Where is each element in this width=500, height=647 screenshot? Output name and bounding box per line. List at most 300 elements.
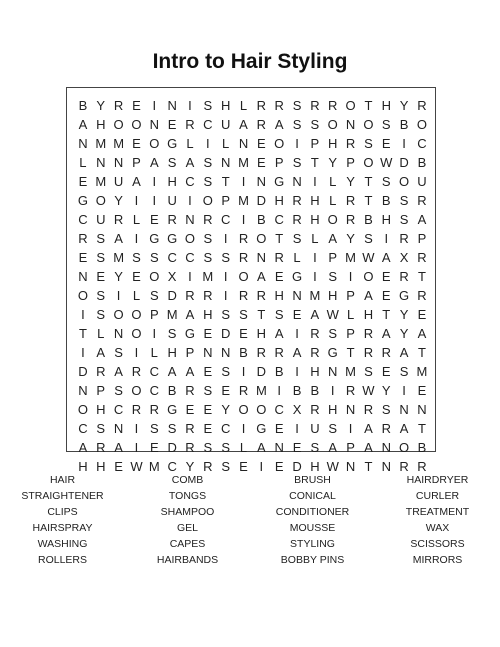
grid-letter[interactable]: E [203, 402, 213, 417]
grid-letter[interactable]: E [185, 402, 195, 417]
grid-letter[interactable]: O [416, 117, 428, 132]
grid-letter[interactable]: R [310, 402, 320, 417]
grid-letter[interactable]: A [364, 288, 373, 303]
grid-letter[interactable]: R [381, 345, 391, 360]
grid-letter[interactable]: S [328, 326, 338, 341]
grid-letter[interactable]: G [399, 288, 410, 303]
grid-letter[interactable]: T [310, 155, 319, 170]
grid-letter[interactable]: A [78, 117, 88, 132]
grid-letter[interactable]: P [96, 383, 106, 398]
grid-letter[interactable]: D [167, 288, 177, 303]
grid-letter[interactable]: I [402, 383, 406, 398]
grid-letter[interactable]: I [295, 421, 299, 436]
grid-letter[interactable]: N [78, 383, 88, 398]
grid-letter[interactable]: T [275, 231, 284, 246]
grid-letter[interactable]: G [149, 231, 160, 246]
grid-letter[interactable]: G [274, 174, 285, 189]
grid-letter[interactable]: M [113, 250, 125, 265]
grid-letter[interactable]: L [186, 136, 194, 151]
grid-letter[interactable]: I [241, 174, 246, 189]
grid-letter[interactable]: S [328, 269, 338, 284]
grid-letter[interactable]: R [345, 193, 356, 208]
grid-letter[interactable]: S [221, 250, 230, 265]
grid-letter[interactable]: N [113, 155, 124, 170]
grid-letter[interactable]: S [381, 174, 391, 189]
grid-letter[interactable]: T [221, 174, 230, 189]
grid-letter[interactable]: N [274, 440, 284, 455]
grid-letter[interactable]: D [167, 440, 177, 455]
grid-letter[interactable]: N [113, 326, 124, 341]
grid-letter[interactable]: D [256, 364, 267, 379]
grid-letter[interactable]: N [345, 402, 356, 417]
grid-letter[interactable]: B [417, 440, 427, 455]
grid-letter[interactable]: S [292, 98, 302, 113]
grid-letter[interactable]: S [203, 174, 213, 189]
grid-letter[interactable]: E [239, 459, 248, 474]
grid-letter[interactable]: H [203, 307, 213, 322]
grid-letter[interactable]: R [417, 193, 427, 208]
grid-letter[interactable]: S [203, 98, 213, 113]
grid-letter[interactable]: C [113, 402, 124, 417]
grid-letter[interactable]: S [96, 250, 106, 265]
grid-letter[interactable]: S [292, 231, 302, 246]
grid-letter[interactable]: G [291, 269, 303, 284]
grid-letter[interactable]: S [149, 288, 159, 303]
grid-letter[interactable]: A [257, 440, 266, 455]
grid-letter[interactable]: S [203, 231, 213, 246]
grid-letter[interactable]: A [167, 364, 177, 379]
grid-letter[interactable]: R [328, 98, 338, 113]
grid-letter[interactable]: A [328, 440, 338, 455]
grid-letter[interactable]: H [167, 174, 177, 189]
grid-letter[interactable]: S [221, 459, 230, 474]
grid-letter[interactable]: R [96, 440, 106, 455]
grid-letter[interactable]: H [256, 326, 267, 341]
grid-letter[interactable]: A [417, 212, 427, 227]
grid-letter[interactable]: I [188, 269, 192, 284]
grid-letter[interactable]: I [152, 326, 157, 341]
grid-letter[interactable]: A [257, 269, 266, 284]
grid-letter[interactable]: E [257, 136, 266, 151]
grid-letter[interactable]: S [96, 231, 106, 246]
grid-letter[interactable]: O [238, 269, 249, 284]
grid-letter[interactable]: A [399, 345, 409, 360]
grid-letter[interactable]: D [256, 193, 267, 208]
grid-letter[interactable]: X [292, 402, 302, 417]
grid-letter[interactable]: L [346, 307, 355, 322]
grid-letter[interactable]: H [310, 193, 320, 208]
grid-letter[interactable]: A [185, 155, 195, 170]
grid-letter[interactable]: E [274, 459, 284, 474]
grid-letter[interactable]: H [310, 212, 320, 227]
grid-letter[interactable]: S [167, 326, 177, 341]
grid-letter[interactable]: H [96, 402, 106, 417]
grid-letter[interactable]: B [364, 212, 373, 227]
grid-letter[interactable]: W [326, 307, 339, 322]
grid-letter[interactable]: I [152, 98, 157, 113]
grid-letter[interactable]: S [96, 421, 106, 436]
grid-letter[interactable]: I [152, 193, 157, 208]
grid-letter[interactable]: H [310, 364, 320, 379]
grid-letter[interactable]: E [203, 326, 213, 341]
grid-letter[interactable]: E [114, 459, 123, 474]
grid-letter[interactable]: R [363, 326, 374, 341]
grid-letter[interactable]: E [257, 155, 266, 170]
grid-letter[interactable]: N [113, 421, 124, 436]
grid-letter[interactable]: R [78, 231, 88, 246]
grid-letter[interactable]: S [96, 307, 106, 322]
grid-letter[interactable]: N [292, 288, 302, 303]
grid-letter[interactable]: M [148, 459, 160, 474]
grid-letter[interactable]: O [363, 269, 374, 284]
grid-letter[interactable]: U [167, 193, 177, 208]
grid-letter[interactable]: T [78, 326, 87, 341]
grid-letter[interactable]: B [167, 383, 177, 398]
grid-letter[interactable]: Y [96, 98, 106, 113]
grid-letter[interactable]: R [399, 459, 409, 474]
grid-letter[interactable]: S [114, 383, 123, 398]
grid-letter[interactable]: E [132, 136, 141, 151]
grid-letter[interactable]: D [292, 459, 302, 474]
grid-letter[interactable]: E [149, 440, 159, 455]
grid-letter[interactable]: S [239, 307, 248, 322]
grid-letter[interactable]: L [311, 231, 319, 246]
grid-letter[interactable]: Y [185, 459, 195, 474]
grid-letter[interactable]: U [310, 421, 320, 436]
grid-letter[interactable]: S [203, 383, 213, 398]
grid-letter[interactable]: R [256, 345, 267, 360]
grid-letter[interactable]: C [274, 402, 284, 417]
grid-letter[interactable]: R [113, 212, 124, 227]
grid-letter[interactable]: I [134, 440, 139, 455]
grid-letter[interactable]: S [364, 136, 373, 151]
grid-letter[interactable]: O [77, 402, 88, 417]
grid-letter[interactable]: M [95, 136, 107, 151]
grid-letter[interactable]: P [149, 307, 159, 322]
grid-letter[interactable]: Y [346, 174, 355, 189]
grid-letter[interactable]: A [364, 440, 373, 455]
grid-letter[interactable]: R [185, 383, 195, 398]
grid-letter[interactable]: S [381, 402, 391, 417]
grid-letter[interactable]: G [184, 326, 196, 341]
grid-letter[interactable]: N [345, 117, 356, 132]
grid-letter[interactable]: N [185, 212, 195, 227]
grid-letter[interactable]: S [167, 155, 177, 170]
grid-letter[interactable]: O [131, 326, 142, 341]
grid-letter[interactable]: G [77, 193, 88, 208]
grid-letter[interactable]: G [167, 136, 178, 151]
grid-letter[interactable]: I [295, 136, 299, 151]
grid-letter[interactable]: I [295, 364, 299, 379]
grid-letter[interactable]: N [96, 155, 106, 170]
grid-letter[interactable]: A [114, 231, 123, 246]
grid-letter[interactable]: Y [346, 231, 355, 246]
grid-letter[interactable]: O [113, 307, 124, 322]
grid-letter[interactable]: T [364, 174, 373, 189]
grid-letter[interactable]: S [221, 307, 230, 322]
grid-letter[interactable]: M [345, 364, 356, 379]
grid-letter[interactable]: P [346, 326, 355, 341]
grid-letter[interactable]: L [239, 440, 248, 455]
grid-letter[interactable]: W [380, 155, 393, 170]
grid-letter[interactable]: L [132, 288, 141, 303]
grid-letter[interactable]: Y [114, 269, 123, 284]
grid-letter[interactable]: U [417, 174, 427, 189]
grid-letter[interactable]: H [96, 117, 106, 132]
grid-letter[interactable]: B [239, 345, 248, 360]
grid-letter[interactable]: U [113, 174, 124, 189]
grid-letter[interactable]: O [363, 155, 374, 170]
grid-letter[interactable]: L [150, 345, 158, 360]
grid-letter[interactable]: R [345, 383, 356, 398]
grid-letter[interactable]: N [220, 345, 231, 360]
grid-letter[interactable]: M [255, 383, 267, 398]
grid-letter[interactable]: N [256, 174, 267, 189]
grid-letter[interactable]: Y [399, 307, 409, 322]
grid-letter[interactable]: U [96, 212, 106, 227]
grid-letter[interactable]: C [274, 212, 284, 227]
grid-letter[interactable]: I [134, 421, 139, 436]
grid-letter[interactable]: C [149, 364, 159, 379]
grid-letter[interactable]: O [131, 383, 142, 398]
grid-letter[interactable]: H [96, 459, 106, 474]
grid-letter[interactable]: I [295, 326, 299, 341]
grid-letter[interactable]: R [185, 288, 195, 303]
grid-letter[interactable]: L [329, 174, 337, 189]
grid-letter[interactable]: Y [399, 98, 409, 113]
grid-letter[interactable]: N [149, 117, 159, 132]
grid-letter[interactable]: N [220, 155, 231, 170]
grid-letter[interactable]: E [96, 269, 106, 284]
grid-letter[interactable]: A [274, 326, 284, 341]
grid-letter[interactable]: E [292, 307, 302, 322]
grid-letter[interactable]: I [81, 345, 85, 360]
grid-letter[interactable]: L [222, 136, 230, 151]
grid-letter[interactable]: R [256, 288, 267, 303]
grid-letter[interactable]: R [185, 117, 195, 132]
grid-letter[interactable]: R [131, 364, 142, 379]
grid-letter[interactable]: S [96, 288, 106, 303]
grid-letter[interactable]: I [241, 364, 246, 379]
grid-letter[interactable]: N [203, 345, 213, 360]
grid-letter[interactable]: R [185, 440, 195, 455]
grid-letter[interactable]: B [78, 98, 88, 113]
grid-letter[interactable]: T [382, 307, 391, 322]
grid-letter[interactable]: W [362, 250, 375, 265]
grid-letter[interactable]: S [399, 193, 409, 208]
grid-letter[interactable]: O [327, 117, 338, 132]
grid-letter[interactable]: P [346, 288, 355, 303]
grid-letter[interactable]: M [202, 269, 214, 284]
grid-letter[interactable]: S [167, 421, 177, 436]
grid-letter[interactable]: I [277, 383, 282, 398]
grid-letter[interactable]: A [364, 421, 373, 436]
grid-letter[interactable]: R [292, 212, 302, 227]
grid-letter[interactable]: N [328, 364, 338, 379]
grid-letter[interactable]: R [292, 193, 302, 208]
grid-letter[interactable]: R [167, 212, 177, 227]
grid-letter[interactable]: H [381, 212, 391, 227]
grid-letter[interactable]: R [345, 212, 356, 227]
grid-letter[interactable]: S [328, 421, 338, 436]
grid-letter[interactable]: H [220, 98, 231, 113]
grid-letter[interactable]: S [221, 440, 230, 455]
grid-letter[interactable]: L [97, 326, 105, 341]
grid-letter[interactable]: H [310, 459, 320, 474]
grid-letter[interactable]: R [399, 231, 409, 246]
grid-letter[interactable]: E [221, 383, 230, 398]
grid-letter[interactable]: O [399, 440, 410, 455]
grid-letter[interactable]: R [256, 117, 267, 132]
grid-letter[interactable]: O [256, 231, 267, 246]
grid-letter[interactable]: E [274, 269, 284, 284]
grid-letter[interactable]: A [381, 250, 391, 265]
grid-letter[interactable]: O [363, 117, 374, 132]
grid-letter[interactable]: I [259, 459, 264, 474]
grid-letter[interactable]: Y [399, 326, 409, 341]
grid-letter[interactable]: S [203, 155, 213, 170]
grid-letter[interactable]: B [310, 383, 320, 398]
grid-letter[interactable]: O [345, 98, 356, 113]
grid-letter[interactable]: B [381, 193, 391, 208]
grid-letter[interactable]: C [185, 174, 195, 189]
grid-letter[interactable]: R [417, 98, 427, 113]
grid-letter[interactable]: M [238, 193, 249, 208]
grid-letter[interactable]: I [313, 250, 317, 265]
grid-letter[interactable]: C [149, 383, 159, 398]
grid-letter[interactable]: E [381, 288, 391, 303]
grid-letter[interactable]: T [346, 345, 355, 360]
grid-letter[interactable]: B [257, 212, 266, 227]
grid-letter[interactable]: N [381, 440, 391, 455]
grid-letter[interactable]: T [257, 307, 266, 322]
grid-letter[interactable]: I [116, 288, 121, 303]
grid-letter[interactable]: E [132, 269, 141, 284]
grid-letter[interactable]: T [417, 269, 426, 284]
grid-letter[interactable]: S [132, 250, 141, 265]
grid-letter[interactable]: E [78, 174, 88, 189]
grid-letter[interactable]: C [185, 250, 195, 265]
grid-letter[interactable]: S [310, 440, 320, 455]
grid-letter[interactable]: N [292, 174, 302, 189]
grid-letter[interactable]: R [381, 421, 391, 436]
grid-letter[interactable]: E [381, 136, 391, 151]
grid-letter[interactable]: I [152, 174, 157, 189]
grid-letter[interactable]: C [203, 117, 213, 132]
grid-letter[interactable]: E [417, 383, 427, 398]
grid-letter[interactable]: R [113, 98, 124, 113]
grid-letter[interactable]: S [221, 364, 230, 379]
grid-letter[interactable]: N [345, 459, 356, 474]
grid-letter[interactable]: O [95, 193, 106, 208]
grid-letter[interactable]: T [364, 193, 373, 208]
grid-letter[interactable]: I [223, 288, 228, 303]
grid-letter[interactable]: O [149, 269, 160, 284]
grid-letter[interactable]: I [134, 193, 139, 208]
grid-letter[interactable]: R [417, 250, 427, 265]
grid-letter[interactable]: U [220, 117, 231, 132]
grid-letter[interactable]: P [185, 345, 195, 360]
grid-letter[interactable]: B [292, 383, 302, 398]
grid-letter[interactable]: E [381, 269, 391, 284]
grid-letter[interactable]: C [78, 212, 88, 227]
grid-letter[interactable]: R [274, 250, 284, 265]
grid-letter[interactable]: Y [114, 193, 123, 208]
grid-letter[interactable]: A [78, 440, 88, 455]
grid-letter[interactable]: H [381, 98, 391, 113]
grid-letter[interactable]: G [167, 402, 178, 417]
grid-letter[interactable]: H [328, 402, 338, 417]
grid-letter[interactable]: R [274, 345, 284, 360]
grid-letter[interactable]: E [149, 212, 159, 227]
grid-letter[interactable]: E [292, 440, 302, 455]
grid-letter[interactable]: R [238, 250, 249, 265]
grid-letter[interactable]: O [149, 136, 160, 151]
grid-letter[interactable]: Y [381, 383, 391, 398]
grid-letter[interactable]: A [381, 326, 391, 341]
grid-letter[interactable]: N [399, 402, 409, 417]
grid-letter[interactable]: T [364, 459, 373, 474]
grid-letter[interactable]: R [363, 402, 374, 417]
grid-letter[interactable]: R [363, 345, 374, 360]
grid-letter[interactable]: A [399, 421, 409, 436]
grid-letter[interactable]: P [221, 193, 230, 208]
grid-letter[interactable]: A [292, 345, 302, 360]
grid-letter[interactable]: H [328, 136, 338, 151]
grid-letter[interactable]: P [274, 155, 284, 170]
grid-letter[interactable]: L [239, 98, 248, 113]
grid-letter[interactable]: O [256, 402, 267, 417]
grid-letter[interactable]: A [185, 364, 195, 379]
grid-letter[interactable]: R [417, 459, 427, 474]
grid-letter[interactable]: I [134, 231, 139, 246]
grid-letter[interactable]: N [167, 98, 177, 113]
grid-letter[interactable]: R [238, 231, 249, 246]
grid-letter[interactable]: R [96, 364, 106, 379]
grid-letter[interactable]: B [274, 364, 284, 379]
grid-letter[interactable]: M [345, 250, 356, 265]
grid-letter[interactable]: C [167, 459, 177, 474]
grid-letter[interactable]: I [241, 421, 246, 436]
grid-letter[interactable]: S [399, 364, 409, 379]
grid-letter[interactable]: M [416, 364, 428, 379]
grid-letter[interactable]: R [185, 421, 195, 436]
grid-letter[interactable]: S [274, 307, 284, 322]
grid-letter[interactable]: N [381, 459, 391, 474]
grid-letter[interactable]: R [203, 459, 213, 474]
grid-letter[interactable]: I [384, 231, 389, 246]
grid-letter[interactable]: B [417, 155, 427, 170]
grid-letter[interactable]: O [131, 117, 142, 132]
grid-letter[interactable]: O [399, 174, 410, 189]
grid-letter[interactable]: E [203, 364, 213, 379]
grid-letter[interactable]: S [364, 364, 373, 379]
grid-letter[interactable]: A [274, 117, 284, 132]
grid-letter[interactable]: S [149, 250, 159, 265]
grid-letter[interactable]: I [330, 383, 335, 398]
grid-letter[interactable]: E [167, 117, 177, 132]
grid-letter[interactable]: I [188, 193, 192, 208]
grid-letter[interactable]: O [274, 136, 285, 151]
grid-letter[interactable]: E [381, 364, 391, 379]
grid-letter[interactable]: T [417, 345, 426, 360]
grid-letter[interactable]: L [79, 155, 87, 170]
grid-letter[interactable]: W [362, 383, 375, 398]
grid-letter[interactable]: P [328, 250, 338, 265]
grid-letter[interactable]: S [310, 117, 320, 132]
grid-letter[interactable]: R [274, 98, 284, 113]
grid-letter[interactable]: R [238, 383, 249, 398]
